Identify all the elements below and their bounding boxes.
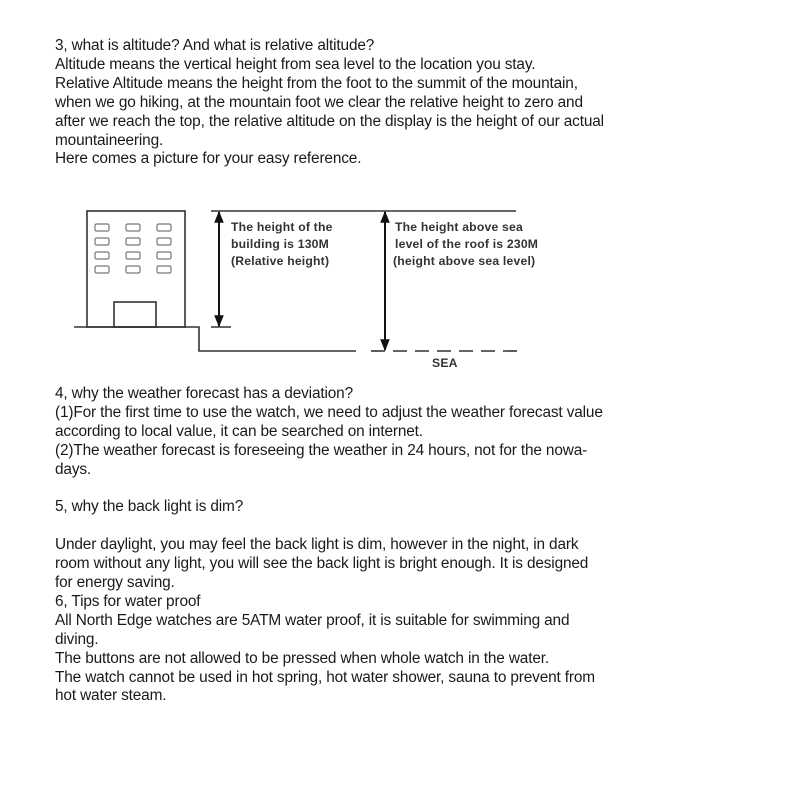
paragraph-line: room without any light, you will see the back light is bright enough. It is designed bbox=[55, 555, 589, 573]
paragraph-line: mountaineering. bbox=[55, 131, 164, 149]
section-heading: 3, what is altitude? And what is relative altitude? bbox=[55, 37, 375, 54]
paragraph-line: Under daylight, you may feel the back light is dim, however in the night, in dark bbox=[55, 536, 579, 554]
label-line: building is 130M bbox=[231, 237, 330, 251]
ground-line bbox=[74, 327, 356, 351]
spacer bbox=[55, 517, 755, 536]
paragraph-line: Altitude means the vertical height from sea level to the location you stay. bbox=[55, 55, 536, 73]
section-heading: 6, Tips for water proof bbox=[55, 592, 201, 610]
section-faq bbox=[55, 385, 755, 706]
paragraph-line: for energy saving. bbox=[55, 574, 175, 592]
paragraph-line: diving. bbox=[55, 630, 99, 648]
paragraph-line: The watch cannot be used in hot spring, hot water shower, sauna to prevent from bbox=[55, 668, 595, 686]
paragraph-line: (2)The weather forecast is foreseeing the weather in 24 hours, not for the nowa- bbox=[55, 441, 588, 459]
sea-label: SEA bbox=[432, 356, 458, 370]
paragraph-line: Relative Altitude means the height from the foot to the summit of the mountain, bbox=[55, 74, 578, 92]
building-icon bbox=[87, 211, 185, 327]
label-line: (height above sea level) bbox=[393, 254, 536, 268]
relative-height-label bbox=[231, 220, 336, 268]
paragraph-line: The buttons are not allowed to be pressed when whole watch in the water. bbox=[55, 649, 549, 667]
section-heading: 5, why the back light is dim? bbox=[55, 498, 244, 516]
sea-height-label bbox=[393, 220, 542, 268]
paragraph-line: when we go hiking, at the mountain foot we clear the relative height to zero and bbox=[55, 93, 583, 111]
spacer bbox=[55, 480, 755, 499]
paragraph-line: Here comes a picture for your easy reference. bbox=[55, 150, 362, 168]
label-line: The height above sea bbox=[395, 220, 523, 234]
label-line: level of the roof is 230M bbox=[395, 237, 539, 251]
paragraph-line: days. bbox=[55, 460, 92, 478]
label-line: (Relative height) bbox=[231, 254, 330, 268]
paragraph-line: All North Edge watches are 5ATM water proof, it is suitable for swimming and bbox=[55, 611, 570, 629]
paragraph-line: (1)For the first time to use the watch, we need to adjust the weather forecast value bbox=[55, 403, 603, 421]
paragraph-line: hot water steam. bbox=[55, 687, 167, 705]
paragraph-line: according to local value, it can be searched on internet. bbox=[55, 422, 423, 440]
label-line: The height of the bbox=[231, 220, 333, 234]
section-heading: 4, why the weather forecast has a deviation? bbox=[55, 385, 353, 402]
paragraph-line: after we reach the top, the relative altitude on the display is the height of our actual bbox=[55, 112, 604, 130]
